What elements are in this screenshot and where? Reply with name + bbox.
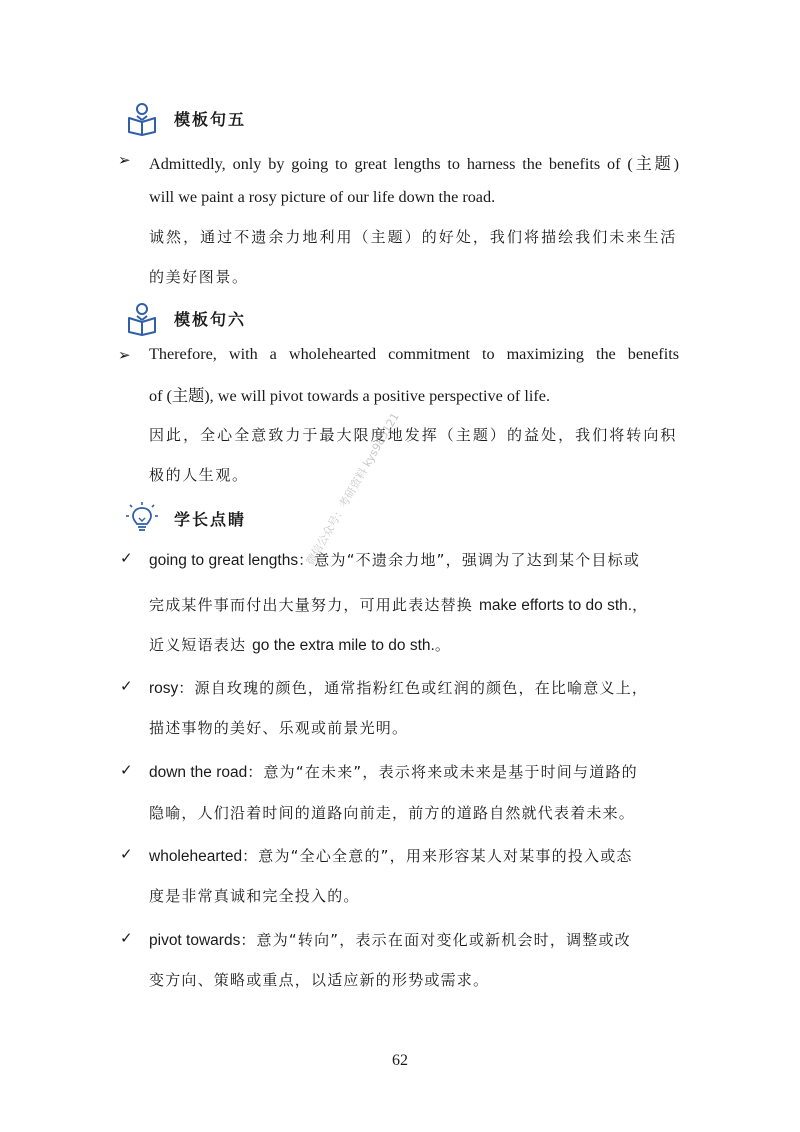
checkmark-icon: ✓ xyxy=(120,549,133,567)
tip-line xyxy=(149,677,648,698)
tip-line xyxy=(149,549,640,570)
tip-text: ：意为“在未来”，表示将来或未来是基于时间与道路的 xyxy=(247,763,638,781)
tip-term: wholehearted xyxy=(149,848,243,865)
template-sentence-en-line: Admittedly, only by going to great lengths to harness the benefits of (主题) xyxy=(149,155,679,173)
tips-heading-text: 学长点睛 xyxy=(174,509,247,529)
tip-text: ：意为“转向”，表示在面对变化或新机会时，调整或改 xyxy=(240,931,631,949)
template-sentence-cn-line: 的美好图景。 xyxy=(149,268,249,286)
template-sentence-cn-line: 诚然，通过不遗余力地利用（主题）的好处，我们将描绘我们未来生活 xyxy=(149,228,677,246)
page-number: 62 xyxy=(392,1052,408,1069)
tip-line xyxy=(149,845,633,866)
tip-line: 描述事物的美好、乐观或前景光明。 xyxy=(149,719,409,737)
tip-text: ：源自玫瑰的颜色，通常指粉红色或红润的颜色，在比喻意义上， xyxy=(178,679,649,697)
tip-term: down the road xyxy=(149,764,248,781)
template-sentence-cn-line: 极的人生观。 xyxy=(149,466,249,484)
arrow-bullet-icon: ➢ xyxy=(118,346,131,364)
checkmark-icon: ✓ xyxy=(120,677,133,695)
arrow-bullet-icon: ➢ xyxy=(118,151,131,169)
tip-line: 隐喻，人们沿着时间的道路向前走，前方的道路自然就代表着未来。 xyxy=(149,804,636,822)
tip-line xyxy=(149,929,631,950)
section-heading-text: 模板句六 xyxy=(174,309,247,329)
checkmark-icon: ✓ xyxy=(120,761,133,779)
tip-term: pivot towards xyxy=(149,932,241,949)
tip-line: 变方向、策略或重点，以适应新的形势或需求。 xyxy=(149,971,490,989)
section-heading-text: 模板句五 xyxy=(174,109,247,129)
checkmark-icon: ✓ xyxy=(120,929,133,947)
template-sentence-cn-line: 因此，全心全意致力于最大限度地发挥（主题）的益处，我们将转向积 xyxy=(149,426,677,444)
template-sentence-en-line: Therefore, with a wholehearted commitment to maximizing the benefits xyxy=(149,345,679,363)
tip-term: going to great lengths xyxy=(149,552,299,569)
tip-line xyxy=(149,761,638,782)
tip-phrase: go the extra mile to do sth. xyxy=(252,637,435,654)
tip-line xyxy=(149,594,648,615)
tip-phrase: make efforts to do sth. xyxy=(478,597,633,614)
tip-text: 。 xyxy=(434,636,452,654)
template-sentence-en-line: will we paint a rosy picture of our life down the road. xyxy=(149,188,496,206)
section-heading-5 xyxy=(124,100,246,136)
tip-term: rosy xyxy=(149,680,179,697)
tip-line xyxy=(149,634,451,655)
tip-text: ：意为“全心全意的”，用来形容某人对某事的投入或态 xyxy=(242,847,633,865)
tip-line: 度是非常真诚和完全投入的。 xyxy=(149,887,360,905)
watermark: 微信公众号：考研资料 kys985121 xyxy=(303,410,402,568)
tip-text: 近义短语表达 xyxy=(149,636,253,654)
reading-person-icon xyxy=(124,300,160,336)
section-heading-6 xyxy=(124,300,246,336)
tip-text: ， xyxy=(632,596,649,614)
template-sentence-en-line: of (主题), we will pivot towards a positive perspective of life. xyxy=(149,387,550,405)
reading-person-icon xyxy=(124,100,160,136)
tips-heading xyxy=(124,500,246,536)
tip-text: 完成某件事而付出大量努力，可用此表达替换 xyxy=(149,596,479,614)
checkmark-icon: ✓ xyxy=(120,845,133,863)
tip-text: ：意为“不遗余力地”，强调为了达到某个目标或 xyxy=(298,551,641,569)
lightbulb-icon xyxy=(124,500,160,536)
